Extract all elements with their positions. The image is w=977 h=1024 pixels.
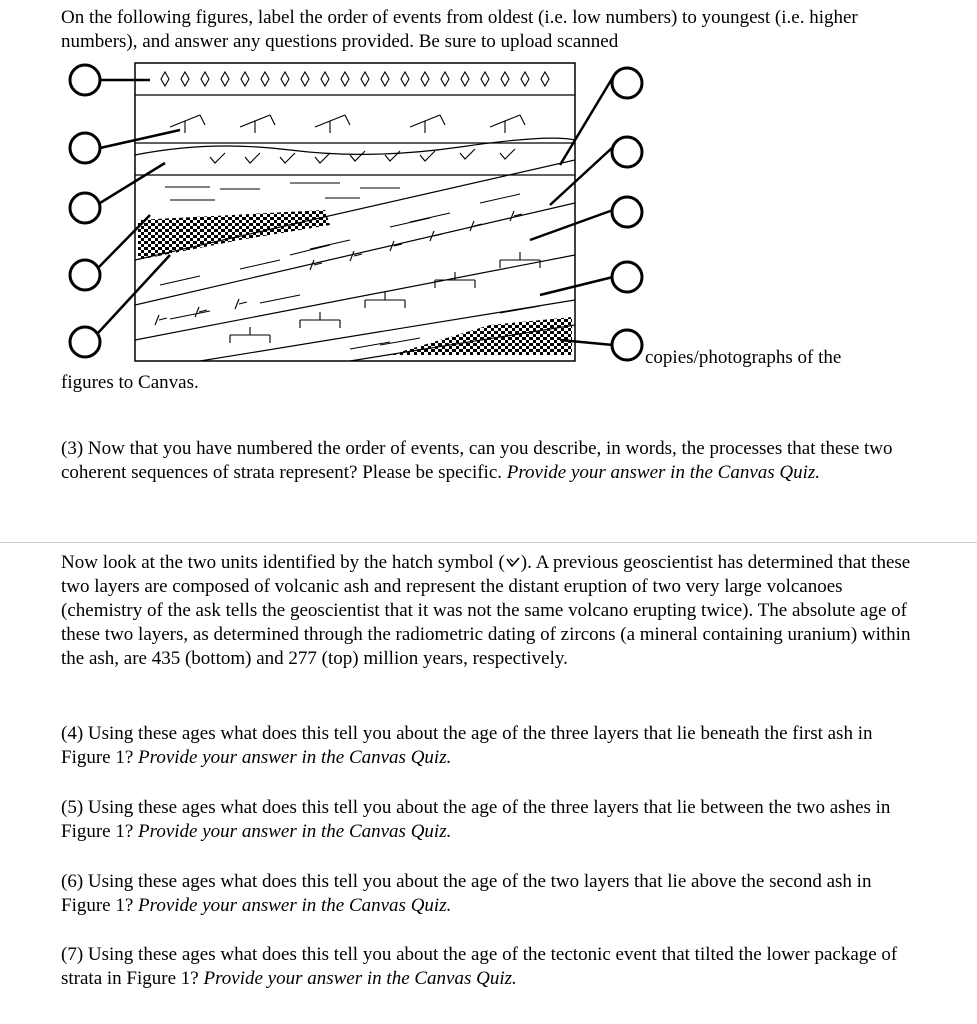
hatch-symbol-icon (505, 555, 521, 569)
question-5-instruction: Provide your answer in the Canvas Quiz. (138, 821, 452, 842)
section-divider (0, 542, 977, 543)
question-7 (61, 943, 911, 991)
question-6-instruction: Provide your answer in the Canvas Quiz. (138, 895, 452, 916)
left-circle-3[interactable] (70, 193, 100, 223)
figure-caption-continued: figures to Canvas. (61, 372, 199, 393)
horizontal-dash-layer (165, 183, 400, 200)
right-circle-1[interactable] (612, 68, 642, 98)
left-circle-4[interactable] (70, 260, 100, 290)
figure-caption-tail: copies/photographs of the (645, 347, 842, 368)
right-circle-5[interactable] (612, 330, 642, 360)
left-circle-5[interactable] (70, 327, 100, 357)
question-6-text: (6) Using these ages what does this tell you about the age of the two layers that lie above the second ash in Figure 1? (61, 871, 872, 916)
question-3-text: (3) Now that you have numbered the order of events, can you describe, in words, the processes that these two coherent sequences of strata represent? Please be specific. (61, 438, 893, 483)
figure-1-cross-section (60, 55, 645, 365)
question-5-text: (5) Using these ages what does this tell you about the age of the three layers that lie between the two ashes in Figure 1? (61, 797, 891, 842)
question-4-text: (4) Using these ages what does this tell you about the age of the three layers that lie beneath the first ash in Figure 1? (61, 723, 873, 768)
right-circle-3[interactable] (612, 197, 642, 227)
ash-hatch-marks (210, 149, 515, 163)
question-5 (61, 796, 911, 844)
ash-paragraph-body: ). A previous geoscientist has determined that these two layers are composed of volcanic ash and represent the distant eruption of two very large volcanoes (chemistry of the ask tells the geoscientist that it was not the same volcano erupting twice). The absolute age of these two layers, as determined through the radiometric dating of zircons (a mineral containing uranium) within the ash, are 435 (bottom) and 277 (top) million years, respectively. (61, 552, 911, 669)
ash-paragraph-lead: Now look at the two units identified by the hatch symbol ( (61, 552, 505, 573)
left-label-circles (70, 65, 100, 357)
diamond-layer (161, 72, 549, 86)
left-circle-2[interactable] (70, 133, 100, 163)
question-4 (61, 722, 911, 770)
question-6 (61, 870, 911, 918)
question-7-text: (7) Using these ages what does this tell you about the age of the tectonic event that tilted the lower package of strata in Figure 1? (61, 944, 898, 989)
question-3-instruction: Provide your answer in the Canvas Quiz. (506, 462, 821, 483)
left-circle-1[interactable] (70, 65, 100, 95)
right-circle-2[interactable] (612, 137, 642, 167)
right-label-circles (612, 68, 642, 360)
question-3 (61, 437, 911, 485)
conglomerate-lower (390, 317, 572, 355)
ash-paragraph (61, 551, 911, 671)
crossbed-marks (170, 115, 525, 133)
intro-instructions: On the following figures, label the order of events from oldest (i.e. low numbers) to youngest (i.e. higher numbers), and answer any questions provided. Be sure to upload scanned (61, 7, 858, 52)
section-border (135, 63, 575, 361)
question-4-instruction: Provide your answer in the Canvas Quiz. (138, 747, 452, 768)
right-circle-4[interactable] (612, 262, 642, 292)
left-leader-lines (98, 80, 180, 333)
question-7-instruction: Provide your answer in the Canvas Quiz. (203, 968, 517, 989)
strata (135, 95, 575, 361)
